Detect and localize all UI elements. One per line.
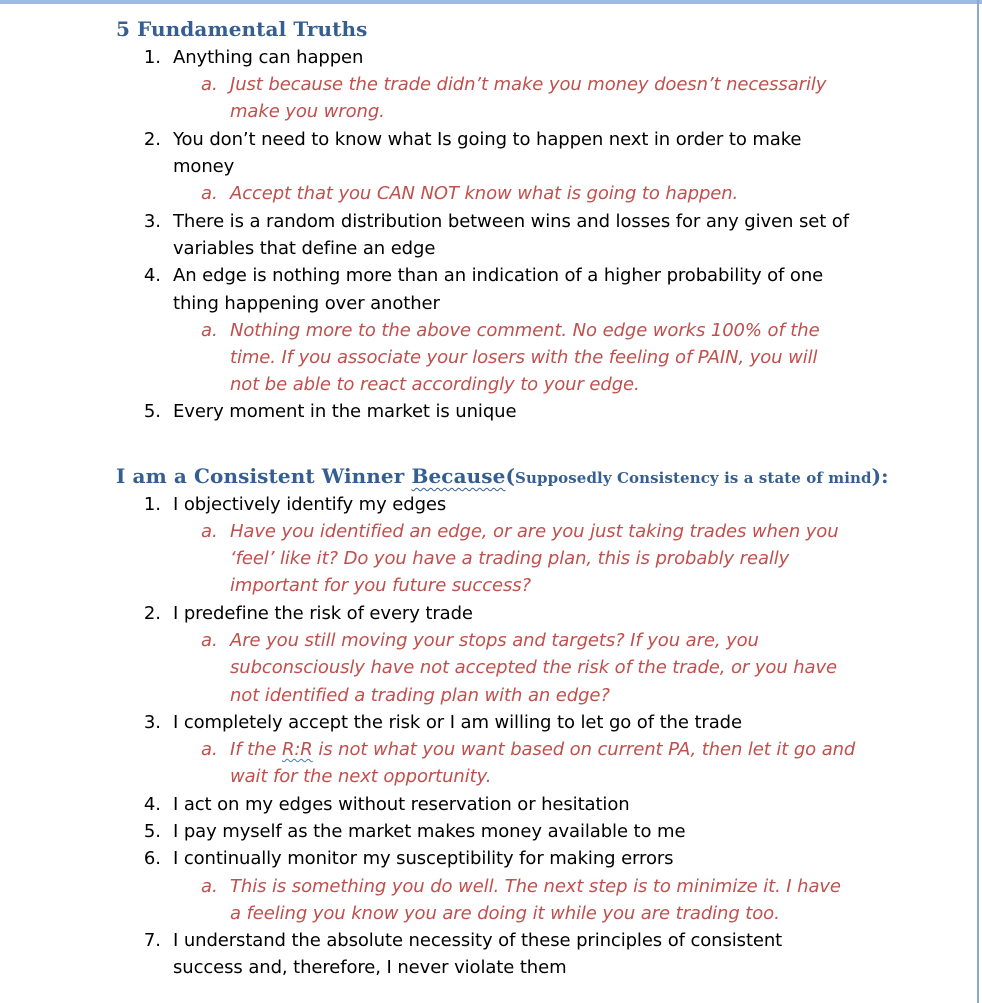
sub-item-text: time. If you associate your losers with the feeling of PAIN, you will: [230, 347, 818, 368]
sub-item-letter: a.: [201, 521, 218, 542]
list-number: 1.: [143, 47, 161, 68]
list-item-text: There is a random distribution between wins and losses for any given set of: [173, 211, 849, 232]
sub-item-letter: a.: [201, 74, 218, 95]
list-item-text: I completely accept the risk or I am willing to let go of the trade: [173, 712, 742, 733]
list-item-text: thing happening over another: [173, 293, 440, 314]
heading-because-text: Because: [411, 464, 506, 488]
list-item-text: Every moment in the market is unique: [173, 401, 517, 422]
sub-item-letter: a.: [201, 739, 218, 760]
list-item-text: I act on my edges without reservation or hesitation: [173, 794, 630, 815]
list-item-text: variables that define an edge: [173, 238, 436, 259]
page-right-border: [977, 0, 979, 1003]
list-item-text: money: [173, 156, 235, 177]
list-number: 1.: [143, 494, 161, 515]
list-number: 7.: [143, 930, 161, 951]
list-item-text: I pay myself as the market makes money available to me: [173, 821, 686, 842]
rr-abbreviation: R:R: [281, 739, 313, 760]
sub-item-text-part: If the: [230, 739, 282, 760]
list-number: 3.: [143, 712, 161, 733]
list-number: 5.: [143, 401, 161, 422]
sub-item-text: wait for the next opportunity.: [230, 766, 492, 787]
sub-item-text: not identified a trading plan with an edge?: [230, 685, 610, 706]
list-item-text: success and, therefore, I never violate them: [173, 957, 567, 978]
list-item-text: I predefine the risk of every trade: [173, 603, 473, 624]
sub-item-text: [230, 736, 855, 763]
heading-paren-open: (: [505, 464, 516, 488]
list-number: 3.: [143, 211, 161, 232]
sub-item-text: not be able to react accordingly to your edge.: [230, 374, 640, 395]
sub-item-text-part: is not what you want based on current PA, then let it go and: [312, 739, 856, 760]
list-item-text: I objectively identify my edges: [173, 494, 447, 515]
heading-paren-close: ):: [871, 464, 889, 488]
sub-item-letter: a.: [201, 183, 218, 204]
list-item-text: An edge is nothing more than an indication of a higher probability of one: [173, 265, 824, 286]
section-heading-fundamental-truths: 5 Fundamental Truths: [116, 17, 368, 41]
sub-item-text: Are you still moving your stops and targets? If you are, you: [230, 630, 759, 651]
sub-item-text: Accept that you CAN NOT know what is going to happen.: [230, 183, 739, 204]
sub-item-text: a feeling you know you are doing it while you are trading too.: [230, 903, 780, 924]
sub-item-letter: a.: [201, 320, 218, 341]
list-item-text: I continually monitor my susceptibility for making errors: [173, 848, 674, 869]
sub-item-text: This is something you do well. The next step is to minimize it. I have: [230, 876, 841, 897]
list-number: 6.: [143, 848, 161, 869]
sub-item-text: make you wrong.: [230, 101, 385, 122]
list-item-text: You don’t need to know what Is going to happen next in order to make: [173, 129, 802, 150]
list-number: 4.: [143, 794, 161, 815]
sub-item-text: Have you identified an edge, or are you just taking trades when you: [230, 521, 839, 542]
sub-item-text: ‘feel’ like it? Do you have a trading plan, this is probably really: [230, 548, 790, 569]
list-number: 2.: [143, 129, 161, 150]
sub-item-text: Just because the trade didn’t make you money doesn’t necessarily: [230, 74, 827, 95]
list-item-text: Anything can happen: [173, 47, 364, 68]
heading-main-text: I am a Consistent Winner: [116, 464, 412, 488]
list-number: 4.: [143, 265, 161, 286]
list-number: 5.: [143, 821, 161, 842]
sub-item-letter: a.: [201, 630, 218, 651]
sub-item-letter: a.: [201, 876, 218, 897]
list-item-text: I understand the absolute necessity of these principles of consistent: [173, 930, 783, 951]
heading-subtitle-text: Supposedly Consistency is a state of mind: [515, 469, 872, 487]
section-heading-consistent-winner: [116, 464, 889, 488]
sub-item-text: Nothing more to the above comment. No edge works 100% of the: [230, 320, 820, 341]
sub-item-text: important for you future success?: [230, 575, 531, 596]
list-number: 2.: [143, 603, 161, 624]
sub-item-text: subconsciously have not accepted the risk of the trade, or you have: [230, 657, 838, 678]
